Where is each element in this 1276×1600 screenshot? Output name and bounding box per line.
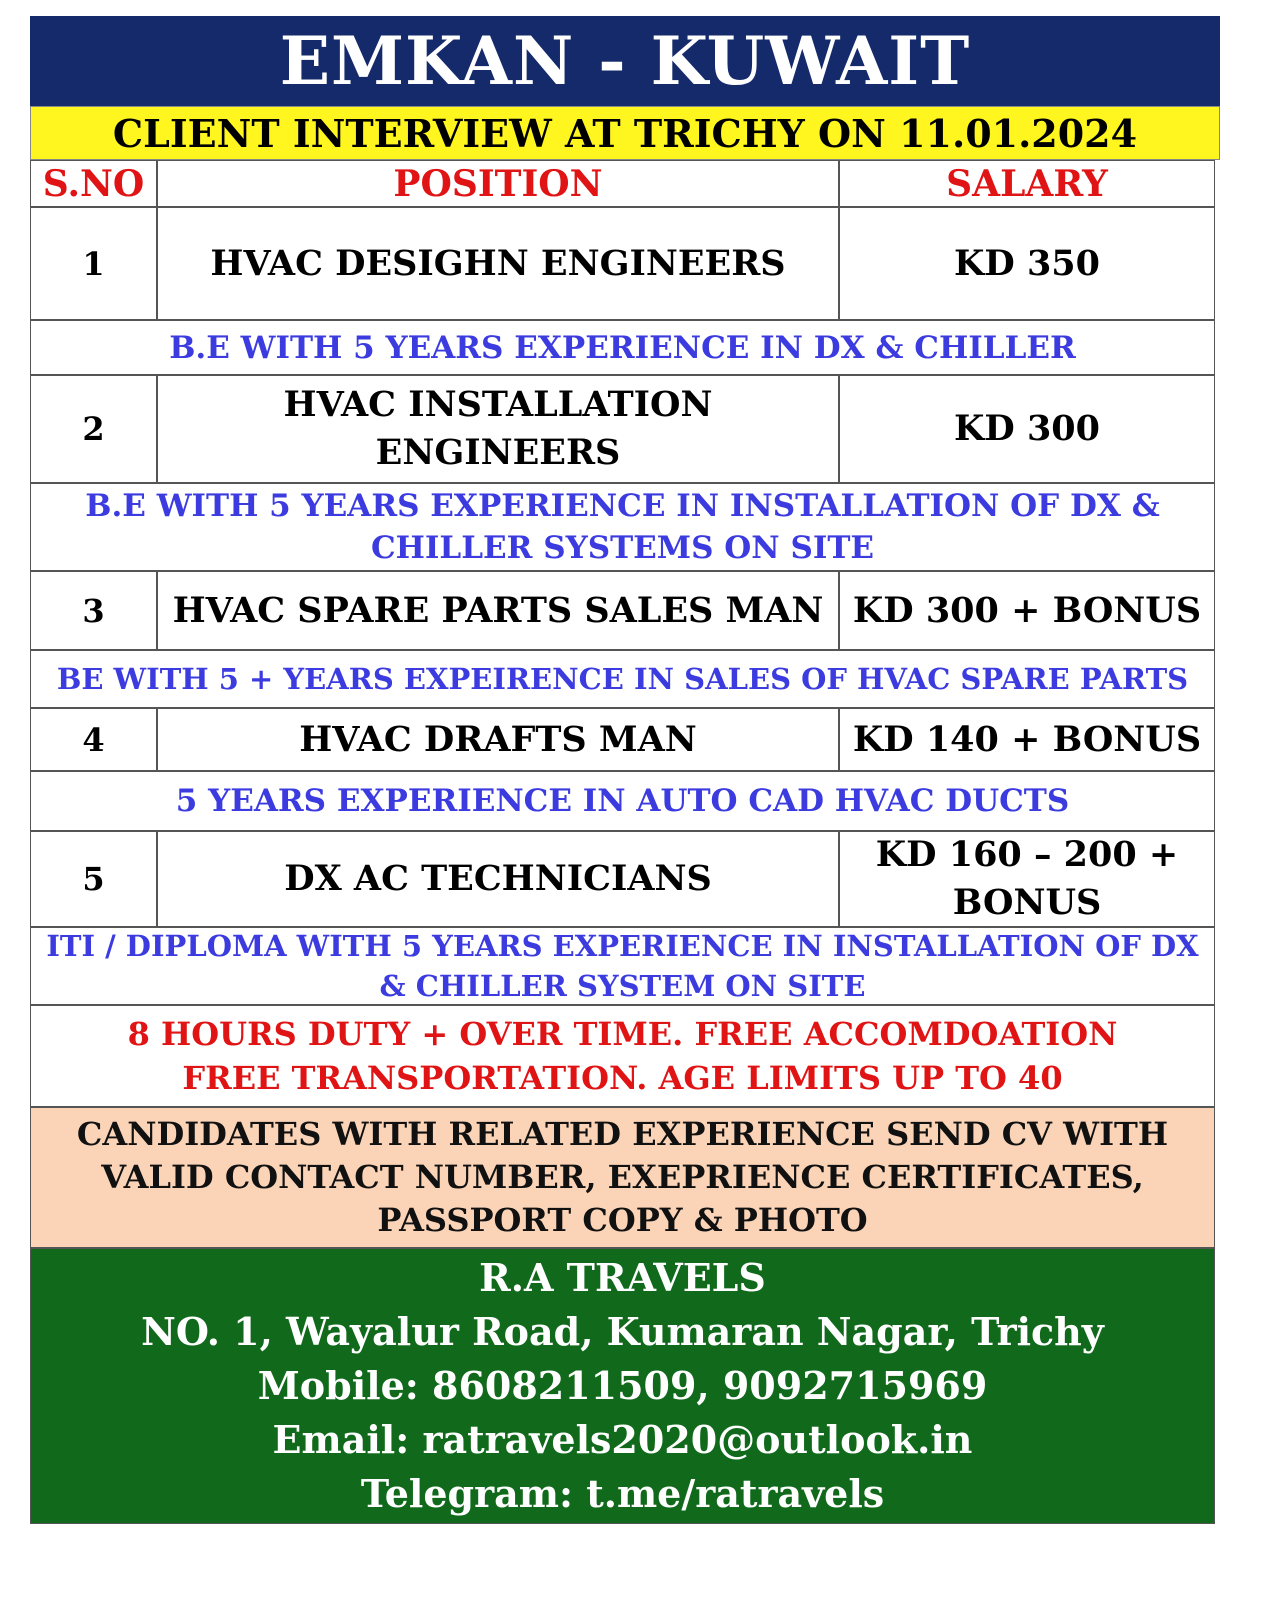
contact-company: R.A TRAVELS — [479, 1255, 766, 1300]
row-2-requirement-line-1: B.E WITH 5 YEARS EXPERIENCE IN INSTALLATION OF DX & — [85, 488, 1160, 524]
apply-line-1: CANDIDATES WITH RELATED EXPERIENCE SEND CV WITH — [76, 1115, 1169, 1153]
column-header-position: POSITION — [157, 160, 839, 207]
row-5-sno: 5 — [30, 831, 157, 927]
row-1-salary: KD 350 — [839, 207, 1215, 320]
column-header-sno: S.NO — [30, 160, 157, 207]
row-2-requirement — [30, 483, 1215, 571]
contact-address: NO. 1, Wayalur Road, Kumaran Nagar, Trichy — [141, 1309, 1104, 1354]
row-2-requirement-line-2: CHILLER SYSTEMS ON SITE — [370, 530, 875, 566]
row-5-salary — [839, 831, 1215, 927]
row-1-requirement: B.E WITH 5 YEARS EXPERIENCE IN DX & CHILLER — [30, 320, 1215, 375]
title-text: EMKAN - KUWAIT — [279, 22, 971, 100]
apply-line-3: PASSPORT COPY & PHOTO — [377, 1201, 868, 1239]
benefits-box — [30, 1005, 1215, 1107]
row-5-salary-line-1: KD 160 – 200 + — [875, 834, 1179, 875]
benefits-line-1: 8 HOURS DUTY + OVER TIME. FREE ACCOMDOATION — [127, 1015, 1118, 1053]
benefits-line-2: FREE TRANSPORTATION. AGE LIMITS UP TO 40 — [182, 1059, 1063, 1097]
row-2-position-line-1: HVAC INSTALLATION — [283, 384, 713, 425]
row-3-salary: KD 300 + BONUS — [839, 571, 1215, 650]
contact-box — [30, 1248, 1215, 1524]
interview-banner — [30, 106, 1220, 160]
row-4-requirement: 5 YEARS EXPERIENCE IN AUTO CAD HVAC DUCTS — [30, 771, 1215, 831]
row-5-position: DX AC TECHNICIANS — [157, 831, 839, 927]
row-2-salary: KD 300 — [839, 375, 1215, 483]
row-1-sno: 1 — [30, 207, 157, 320]
interview-text: CLIENT INTERVIEW AT TRICHY ON 11.01.2024 — [112, 110, 1138, 156]
application-instructions — [30, 1107, 1215, 1248]
row-4-salary: KD 140 + BONUS — [839, 708, 1215, 771]
row-5-requirement — [30, 927, 1215, 1005]
row-5-salary-line-2: BONUS — [952, 882, 1102, 923]
row-4-position: HVAC DRAFTS MAN — [157, 708, 839, 771]
row-2-position — [157, 375, 839, 483]
row-5-requirement-line-1: ITI / DIPLOMA WITH 5 YEARS EXPERIENCE IN INSTALLATION OF DX — [46, 929, 1199, 963]
row-2-sno: 2 — [30, 375, 157, 483]
jobs-table — [30, 160, 1215, 1561]
column-header-salary: SALARY — [839, 160, 1215, 207]
page-title — [30, 16, 1220, 106]
contact-mobile: Mobile: 8608211509, 9092715969 — [257, 1363, 988, 1408]
apply-line-2: VALID CONTACT NUMBER, EXEPRIENCE CERTIFICATES, — [101, 1158, 1144, 1196]
row-3-sno: 3 — [30, 571, 157, 650]
row-3-position: HVAC SPARE PARTS SALES MAN — [157, 571, 839, 650]
row-5-requirement-line-2: & CHILLER SYSTEM ON SITE — [379, 969, 866, 1003]
row-3-requirement: BE WITH 5 + YEARS EXPEIRENCE IN SALES OF HVAC SPARE PARTS — [30, 650, 1215, 708]
contact-telegram: Telegram: t.me/ratravels — [360, 1471, 885, 1516]
contact-email: Email: ratravels2020@outlook.in — [272, 1417, 973, 1462]
row-4-sno: 4 — [30, 708, 157, 771]
row-1-position: HVAC DESIGHN ENGINEERS — [157, 207, 839, 320]
row-2-position-line-2: ENGINEERS — [375, 432, 621, 473]
